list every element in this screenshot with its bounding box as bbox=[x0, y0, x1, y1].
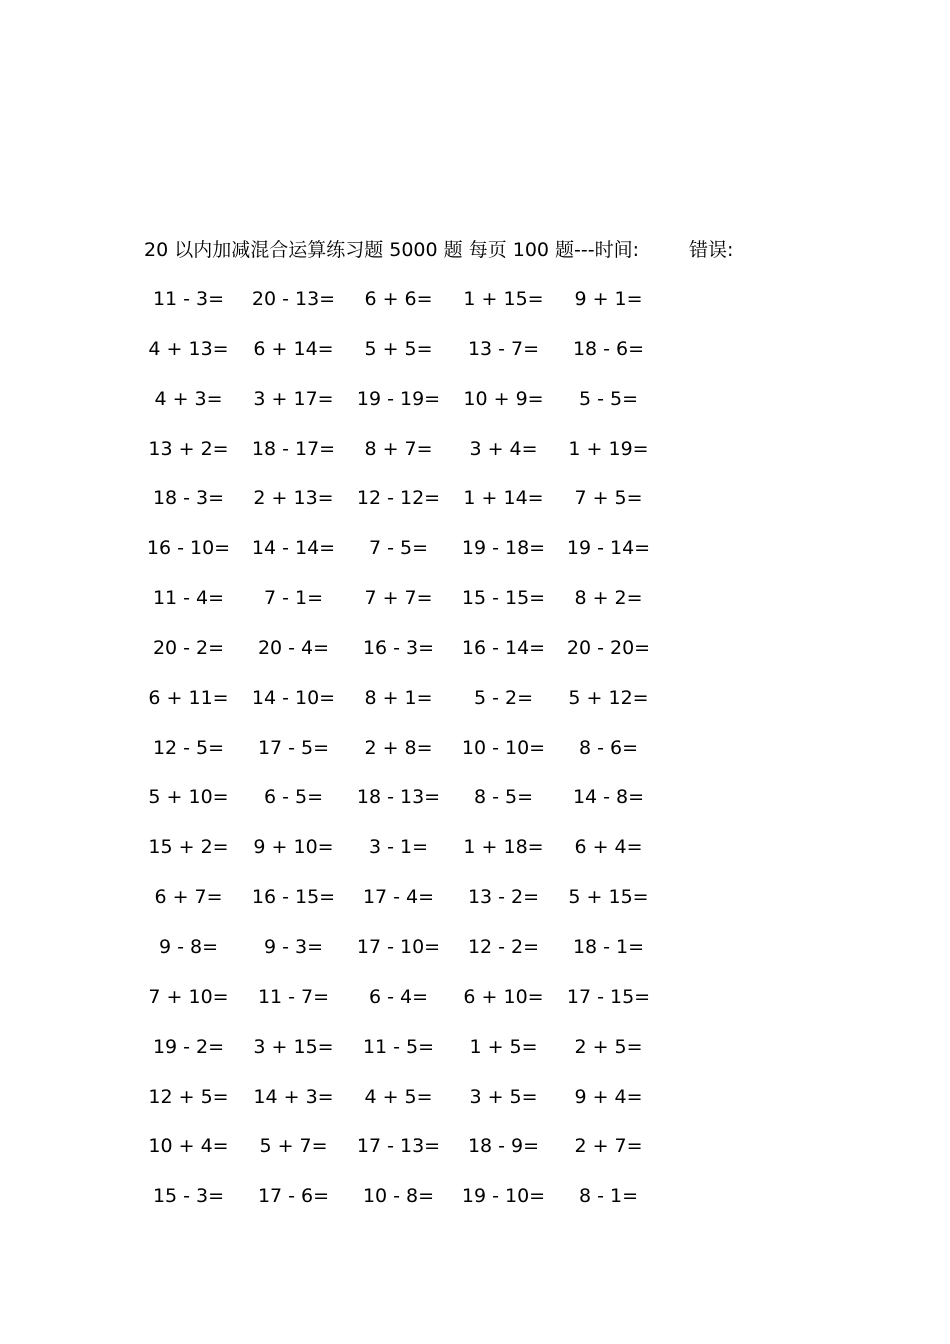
math-problem: 19 - 10= bbox=[461, 1185, 546, 1208]
math-problem: 12 - 12= bbox=[356, 487, 441, 510]
math-problem: 14 - 10= bbox=[251, 686, 336, 709]
math-problem: 6 + 4= bbox=[574, 836, 643, 859]
math-problem: 19 - 14= bbox=[566, 537, 651, 560]
math-problem: 16 - 10= bbox=[146, 537, 231, 560]
math-problem: 5 - 5= bbox=[578, 387, 639, 410]
math-problem: 14 - 14= bbox=[251, 537, 336, 560]
math-problem: 8 + 2= bbox=[574, 587, 643, 610]
math-problem: 5 + 15= bbox=[568, 886, 649, 909]
math-problem: 8 - 6= bbox=[578, 736, 639, 759]
math-problem: 18 - 9= bbox=[467, 1135, 540, 1158]
math-problem: 4 + 5= bbox=[364, 1085, 433, 1108]
math-problem: 13 - 7= bbox=[467, 337, 540, 360]
math-problem: 18 - 3= bbox=[152, 487, 225, 510]
math-problem: 2 + 7= bbox=[574, 1135, 643, 1158]
math-problem: 6 + 6= bbox=[364, 288, 433, 310]
math-problem: 3 + 15= bbox=[253, 1035, 334, 1058]
math-problem: 10 - 8= bbox=[362, 1185, 435, 1208]
math-problem: 12 - 5= bbox=[152, 736, 225, 759]
math-problem: 8 + 7= bbox=[364, 437, 433, 460]
math-problem: 2 + 13= bbox=[253, 487, 334, 510]
math-problem: 7 - 5= bbox=[368, 537, 429, 560]
math-problem: 8 - 1= bbox=[578, 1185, 639, 1208]
math-problem: 5 + 7= bbox=[259, 1135, 328, 1158]
math-problem: 17 - 4= bbox=[362, 886, 435, 909]
math-problem: 6 + 7= bbox=[154, 886, 223, 909]
math-problem: 3 + 5= bbox=[469, 1085, 538, 1108]
math-problem: 20 - 2= bbox=[152, 636, 225, 659]
math-problem: 12 + 5= bbox=[148, 1085, 229, 1108]
math-problem: 19 - 18= bbox=[461, 537, 546, 560]
math-problem: 9 + 10= bbox=[253, 836, 334, 859]
math-problem: 1 + 15= bbox=[463, 288, 544, 310]
math-problem: 17 - 15= bbox=[566, 985, 651, 1008]
math-problem: 3 + 4= bbox=[469, 437, 538, 460]
math-problem: 20 - 4= bbox=[257, 636, 330, 659]
math-problem: 12 - 2= bbox=[467, 935, 540, 958]
math-problem: 14 + 3= bbox=[253, 1085, 334, 1108]
math-problem: 7 + 7= bbox=[364, 587, 433, 610]
math-problem: 7 + 5= bbox=[574, 487, 643, 510]
worksheet-title: 20 以内加减混合运算练习题 5000 题 每页 100 题---时间: bbox=[144, 239, 640, 261]
math-problem: 18 - 17= bbox=[251, 437, 336, 460]
math-problem: 11 - 5= bbox=[362, 1035, 435, 1058]
error-count-label: 错误: bbox=[689, 239, 734, 261]
math-problem: 1 + 5= bbox=[469, 1035, 538, 1058]
math-problem: 1 + 14= bbox=[463, 487, 544, 510]
math-problem: 8 + 1= bbox=[364, 686, 433, 709]
math-problem: 4 + 13= bbox=[148, 337, 229, 360]
math-problem: 15 - 15= bbox=[461, 587, 546, 610]
math-problem: 2 + 8= bbox=[364, 736, 433, 759]
math-problem: 11 - 4= bbox=[152, 587, 225, 610]
math-problem: 19 - 2= bbox=[152, 1035, 225, 1058]
math-problem: 5 + 12= bbox=[568, 686, 649, 709]
math-problem: 8 - 5= bbox=[473, 786, 534, 809]
math-problem: 16 - 14= bbox=[461, 636, 546, 659]
math-problem: 14 - 8= bbox=[572, 786, 645, 809]
math-problem: 9 + 1= bbox=[574, 288, 643, 310]
math-problem: 20 - 13= bbox=[251, 288, 336, 310]
math-problem: 17 - 6= bbox=[257, 1185, 330, 1208]
math-problem: 1 + 18= bbox=[463, 836, 544, 859]
math-problem: 17 - 10= bbox=[356, 935, 441, 958]
math-problem: 4 + 3= bbox=[154, 387, 223, 410]
math-problem: 13 - 2= bbox=[467, 886, 540, 909]
math-problem: 10 + 9= bbox=[463, 387, 544, 410]
math-problem: 6 + 11= bbox=[148, 686, 229, 709]
problem-grid bbox=[136, 286, 696, 1233]
math-problem: 9 - 8= bbox=[158, 935, 219, 958]
math-problem: 6 - 4= bbox=[368, 985, 429, 1008]
math-problem: 1 + 19= bbox=[568, 437, 649, 460]
math-problem: 10 - 10= bbox=[461, 736, 546, 759]
math-problem: 3 + 17= bbox=[253, 387, 334, 410]
math-problem: 6 + 14= bbox=[253, 337, 334, 360]
math-problem: 16 - 3= bbox=[362, 636, 435, 659]
math-problem: 5 - 2= bbox=[473, 686, 534, 709]
math-problem: 16 - 15= bbox=[251, 886, 336, 909]
math-problem: 6 - 5= bbox=[263, 786, 324, 809]
math-problem: 18 - 13= bbox=[356, 786, 441, 809]
math-problem: 5 + 10= bbox=[148, 786, 229, 809]
math-problem: 19 - 19= bbox=[356, 387, 441, 410]
math-problem: 17 - 5= bbox=[257, 736, 330, 759]
math-problem: 15 - 3= bbox=[152, 1185, 225, 1208]
math-problem: 18 - 1= bbox=[572, 935, 645, 958]
math-problem: 11 - 3= bbox=[152, 288, 225, 310]
math-problem: 15 + 2= bbox=[148, 836, 229, 859]
math-problem: 11 - 7= bbox=[257, 985, 330, 1008]
math-problem: 9 + 4= bbox=[574, 1085, 643, 1108]
math-problem: 18 - 6= bbox=[572, 337, 645, 360]
math-problem: 6 + 10= bbox=[463, 985, 544, 1008]
math-problem: 2 + 5= bbox=[574, 1035, 643, 1058]
worksheet-header bbox=[144, 236, 764, 264]
math-problem: 5 + 5= bbox=[364, 337, 433, 360]
math-problem: 7 - 1= bbox=[263, 587, 324, 610]
math-problem: 17 - 13= bbox=[356, 1135, 441, 1158]
math-problem: 10 + 4= bbox=[148, 1135, 229, 1158]
math-problem: 13 + 2= bbox=[148, 437, 229, 460]
math-problem: 20 - 20= bbox=[566, 636, 651, 659]
math-problem: 7 + 10= bbox=[148, 985, 229, 1008]
math-problem: 9 - 3= bbox=[263, 935, 324, 958]
math-problem: 3 - 1= bbox=[368, 836, 429, 859]
